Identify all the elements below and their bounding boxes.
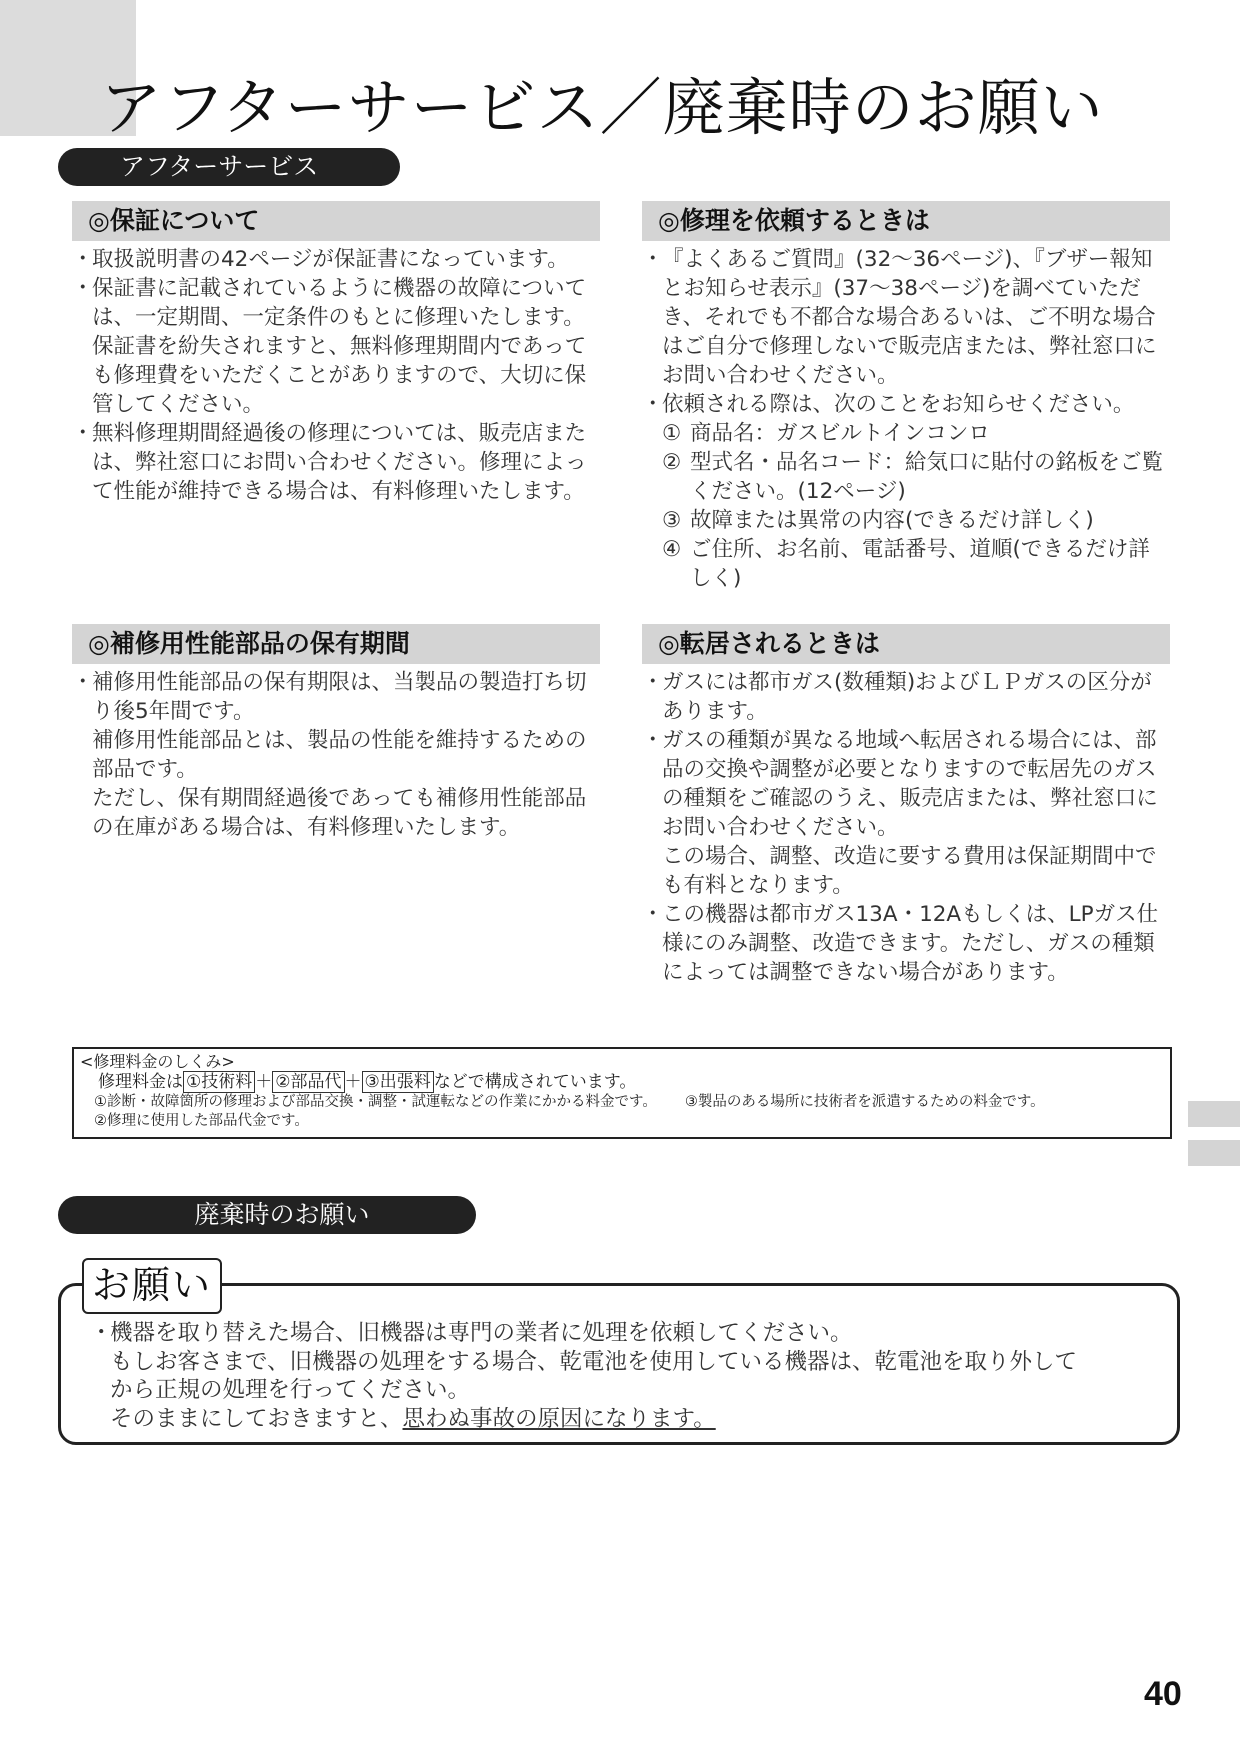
list-item-text: 取扱説明書の42ページが保証書になっています。 — [92, 247, 569, 272]
plus-sign: ＋ — [255, 1072, 273, 1092]
fee-note-travel: ③製品のある場所に技術者を派遣するための料金です。 — [684, 1094, 1045, 1110]
parts-retention-section — [72, 624, 600, 842]
bullet: ・ — [642, 392, 664, 417]
bullet: ・ — [72, 670, 94, 695]
fee-title: <修理料金のしくみ> — [80, 1052, 235, 1071]
list-item-text: 保証書に記載されているように機器の故障については、一定期間、一定条件のもとに修理いたします。保証書を紛失されますと、無料修理期間内であっても修理費をいただくことがありますので、大切に保管してください。 — [92, 276, 587, 417]
sub-item-number: ② — [662, 450, 682, 475]
sub-item-text: 商品名：ガスビルトインコンロ — [690, 421, 990, 446]
paragraph: から正規の処理を行ってください。 — [110, 1377, 471, 1403]
bullet: ・ — [642, 902, 664, 927]
after-service-label — [58, 148, 400, 186]
fee-note-row — [80, 1093, 1164, 1112]
bullet: ・ — [642, 728, 664, 753]
list-item — [90, 1319, 1150, 1348]
repair-sub-list — [642, 419, 1170, 593]
sub-item — [662, 448, 1170, 506]
sub-item-number: ④ — [662, 537, 682, 562]
sub-item — [662, 506, 1170, 535]
moving-heading: ◎転居されるときは — [642, 624, 1170, 664]
side-index-tab — [1188, 1101, 1240, 1127]
fee-formula-suffix: などで構成されています。 — [433, 1072, 637, 1092]
sub-item-text: 型式名・品名コード：給気口に貼付の銘板をご覧ください。(12ページ) — [690, 450, 1164, 504]
bullet: ・ — [90, 1320, 113, 1346]
sub-item-number: ③ — [662, 508, 682, 533]
list-item-text: 依頼される際は、次のことをお知らせください。 — [662, 392, 1135, 417]
fee-formula — [80, 1071, 1164, 1093]
list-item-text: この機器は都市ガス13A・12Aもしくは、LPガス仕様にのみ調整、改造できます。ただし、ガスの種類によっては調整できない場合があります。 — [662, 902, 1159, 985]
fee-note-parts: ②修理に使用した部品代金です。 — [94, 1113, 309, 1129]
list-item-text: 無料修理期間経過後の修理については、販売店または、弊社窓口にお問い合わせください。修理によって性能が維持できる場合は、有料修理いたします。 — [92, 421, 587, 504]
bullet: ・ — [72, 276, 94, 301]
disposal-label — [58, 1196, 476, 1234]
repair-fee-box — [72, 1047, 1172, 1139]
list-item-text: ガスには都市ガス(数種類)およびＬＰガスの区分があります。 — [662, 670, 1152, 724]
repair-section — [642, 201, 1170, 593]
paragraph: もしお客さまで、旧機器の処理をする場合、乾電池を使用している機器は、乾電池を取り外して — [110, 1348, 1078, 1375]
list-item — [72, 668, 600, 726]
sub-item-text: 故障または異常の内容(できるだけ詳しく) — [690, 508, 1094, 533]
fee-term-parts: ②部品代 — [272, 1071, 344, 1093]
warranty-heading: ◎保証について — [72, 201, 600, 241]
fee-note-technical: ①診断・故障箇所の修理および部品交換・調整・試運転などの作業にかかる料金です。 — [94, 1094, 657, 1110]
sub-item-text: ご住所、お名前、電話番号、道順(できるだけ詳しく) — [690, 537, 1150, 591]
sub-item-number: ① — [662, 421, 682, 446]
request-label: お願い — [82, 1258, 222, 1314]
plus-sign: ＋ — [344, 1072, 362, 1092]
page-title: アフターサービス／廃棄時のお願い — [100, 71, 1104, 144]
repair-heading: ◎修理を依頼するときは — [642, 201, 1170, 241]
sub-item — [662, 419, 1170, 448]
bullet: ・ — [642, 247, 664, 272]
list-item-text: ガスの種類が異なる地域へ転居される場合には、部品の交換や調整が必要となりますので転居先のガスの種類をご確認のうえ、販売店または、弊社窓口にお問い合わせください。 — [662, 728, 1158, 840]
list-item — [72, 245, 600, 274]
bullet: ・ — [72, 421, 94, 446]
list-item — [642, 390, 1170, 419]
page-number: 40 — [1144, 1675, 1182, 1713]
warning-underlined: 思わぬ事故の原因になります。 — [402, 1405, 716, 1432]
list-item — [72, 419, 600, 506]
list-item-text: 『よくあるご質問』(32～36ページ)、『ブザー報知とお知らせ表示』(37～38ページ)を調べていただき、それでも不都合な場合あるいは、ご不明な場合はご自分で修理しないで販売店または、弊社窓口にお問い合わせください。 — [662, 247, 1157, 388]
list-item — [642, 900, 1170, 987]
parts-retention-heading: ◎補修用性能部品の保有期間 — [72, 624, 600, 664]
list-item — [72, 274, 600, 419]
fee-formula-prefix: 修理料金は — [98, 1072, 183, 1092]
warning-prefix: そのままにしておきますと、 — [110, 1405, 403, 1432]
bullet: ・ — [642, 670, 664, 695]
bullet: ・ — [72, 247, 94, 272]
after-service-label-text: アフターサービス — [120, 152, 319, 181]
paragraph: ただし、保有期間経過後であっても補修用性能部品の在庫がある場合は、有料修理いたします。 — [92, 786, 587, 840]
list-item-text: 機器を取り替えた場合、旧機器は専門の業者に処理を依頼してください。 — [110, 1320, 853, 1346]
paragraph — [90, 1405, 1150, 1434]
list-item — [642, 726, 1170, 842]
paragraph: この場合、調整、改造に要する費用は保証期間中でも有料となります。 — [662, 844, 1157, 898]
fee-term-technical: ①技術料 — [183, 1071, 255, 1093]
warranty-section — [72, 201, 600, 506]
paragraph: 補修用性能部品とは、製品の性能を維持するための部品です。 — [92, 728, 587, 782]
list-item — [642, 668, 1170, 726]
disposal-label-text: 廃棄時のお願い — [194, 1200, 370, 1229]
sub-item — [662, 535, 1170, 593]
side-index-tab — [1188, 1140, 1240, 1166]
fee-term-travel: ③出張料 — [362, 1071, 434, 1093]
list-item — [642, 245, 1170, 390]
request-body — [90, 1319, 1150, 1433]
list-item-text: 補修用性能部品の保有期限は、当製品の製造打ち切り後5年間です。 — [92, 670, 587, 724]
moving-section — [642, 624, 1170, 987]
